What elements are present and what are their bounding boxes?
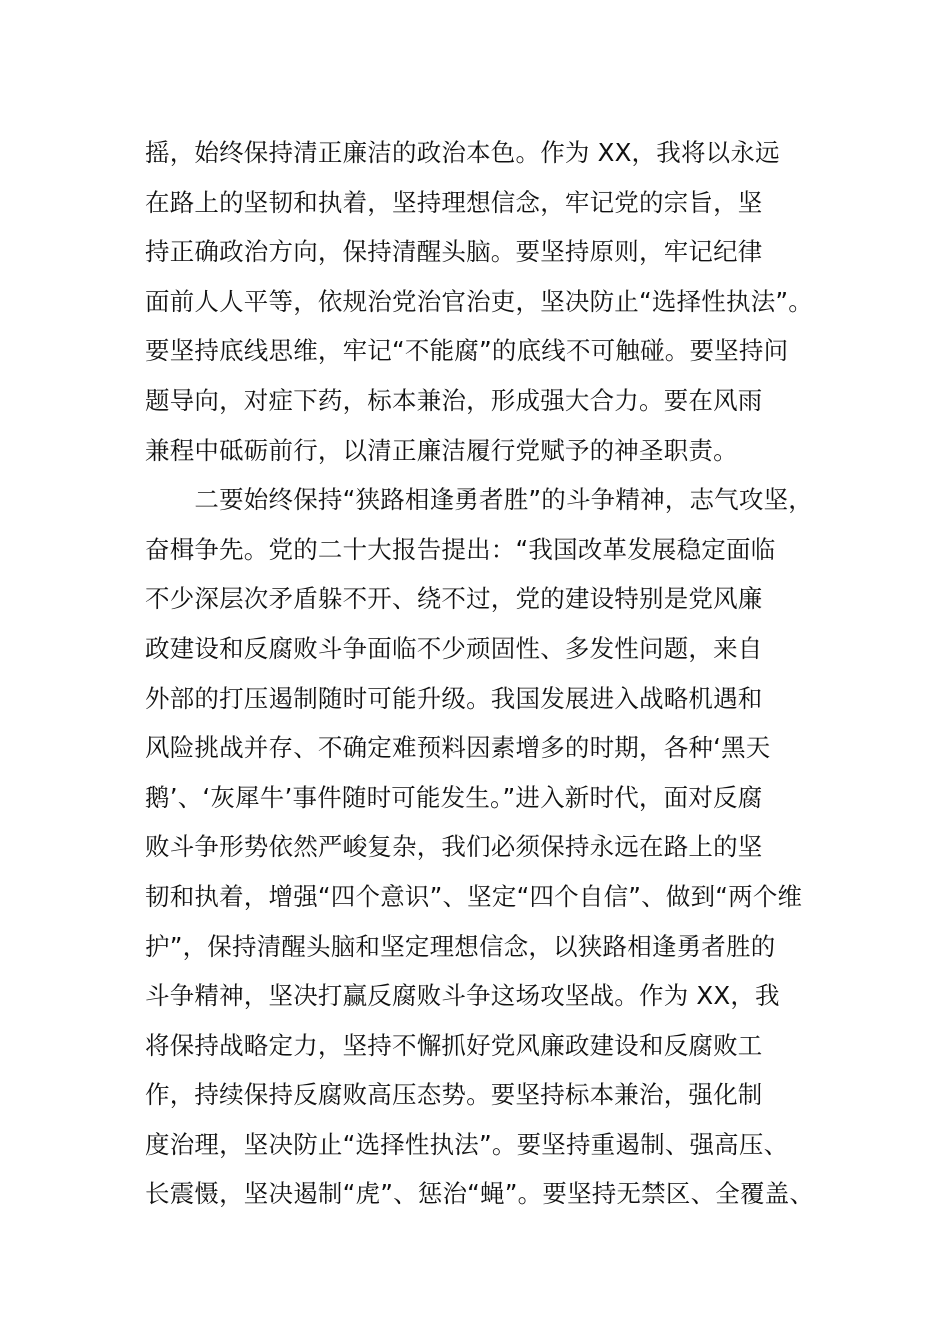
text-line: 要坚持底线思维，牢记“不能腐”的底线不可触碰。要坚持问 — [145, 336, 789, 366]
text-line: 二要始终保持“狭路相逢勇者胜”的斗争精神，志气攻坚， — [145, 485, 813, 515]
text-line: 外部的打压遏制随时可能升级。我国发展进入战略机遇和 — [145, 683, 763, 713]
text-line: 败斗争形势依然严峻复杂，我们必须保持永远在路上的坚 — [145, 832, 763, 862]
text-line: 将保持战略定力，坚持不懈抓好党风廉政建设和反腐败工 — [145, 1030, 763, 1060]
text-line: 政建设和反腐败斗争面临不少顽固性、多发性问题，来自 — [145, 633, 763, 663]
document-body — [145, 128, 835, 1219]
text-line: 斗争精神，坚决打赢反腐败斗争这场攻坚战。作为 XX，我 — [145, 981, 780, 1011]
text-line: 在路上的坚韧和执着，坚持理想信念，牢记党的宗旨，坚 — [145, 187, 763, 217]
text-line: 护”，保持清醒头脑和坚定理想信念，以狭路相逢勇者胜的 — [145, 931, 776, 961]
text-line: 鹅’、‘灰犀牛’事件随时可能发生。”进入新时代，面对反腐 — [145, 782, 763, 812]
text-line: 摇，始终保持清正廉洁的政治本色。作为 XX，我将以永远 — [145, 138, 780, 167]
text-line: 度治理，坚决防止“选择性执法”。要坚持重遏制、强高压、 — [145, 1129, 789, 1159]
text-line: 持正确政治方向，保持清醒头脑。要坚持原则，牢记纪律 — [145, 237, 763, 267]
text-line: 作，持续保持反腐败高压态势。要坚持标本兼治，强化制 — [145, 1080, 763, 1110]
text-line: 题导向，对症下药，标本兼治，形成强大合力。要在风雨 — [145, 385, 763, 415]
text-line: 奋楫争先。党的二十大报告提出：“我国改革发展稳定面临 — [145, 534, 776, 564]
text-line: 兼程中砥砺前行，以清正廉洁履行党赋予的神圣职责。 — [145, 435, 738, 465]
text-line: 面前人人平等，依规治党治官治吏，坚决防止“选择性执法”。 — [145, 286, 813, 316]
text-line: 风险挑战并存、不确定难预料因素增多的时期，各种‘黑天 — [145, 733, 771, 763]
text-line: 长震慑，坚决遏制“虎”、惩治“蝇”。要坚持无禁区、全覆盖、 — [145, 1179, 815, 1209]
text-line: 韧和执着，增强“四个意识”、坚定“四个自信”、做到“两个维 — [145, 881, 803, 911]
text-line: 不少深层次矛盾躲不开、绕不过，党的建设特别是党风廉 — [145, 584, 763, 614]
